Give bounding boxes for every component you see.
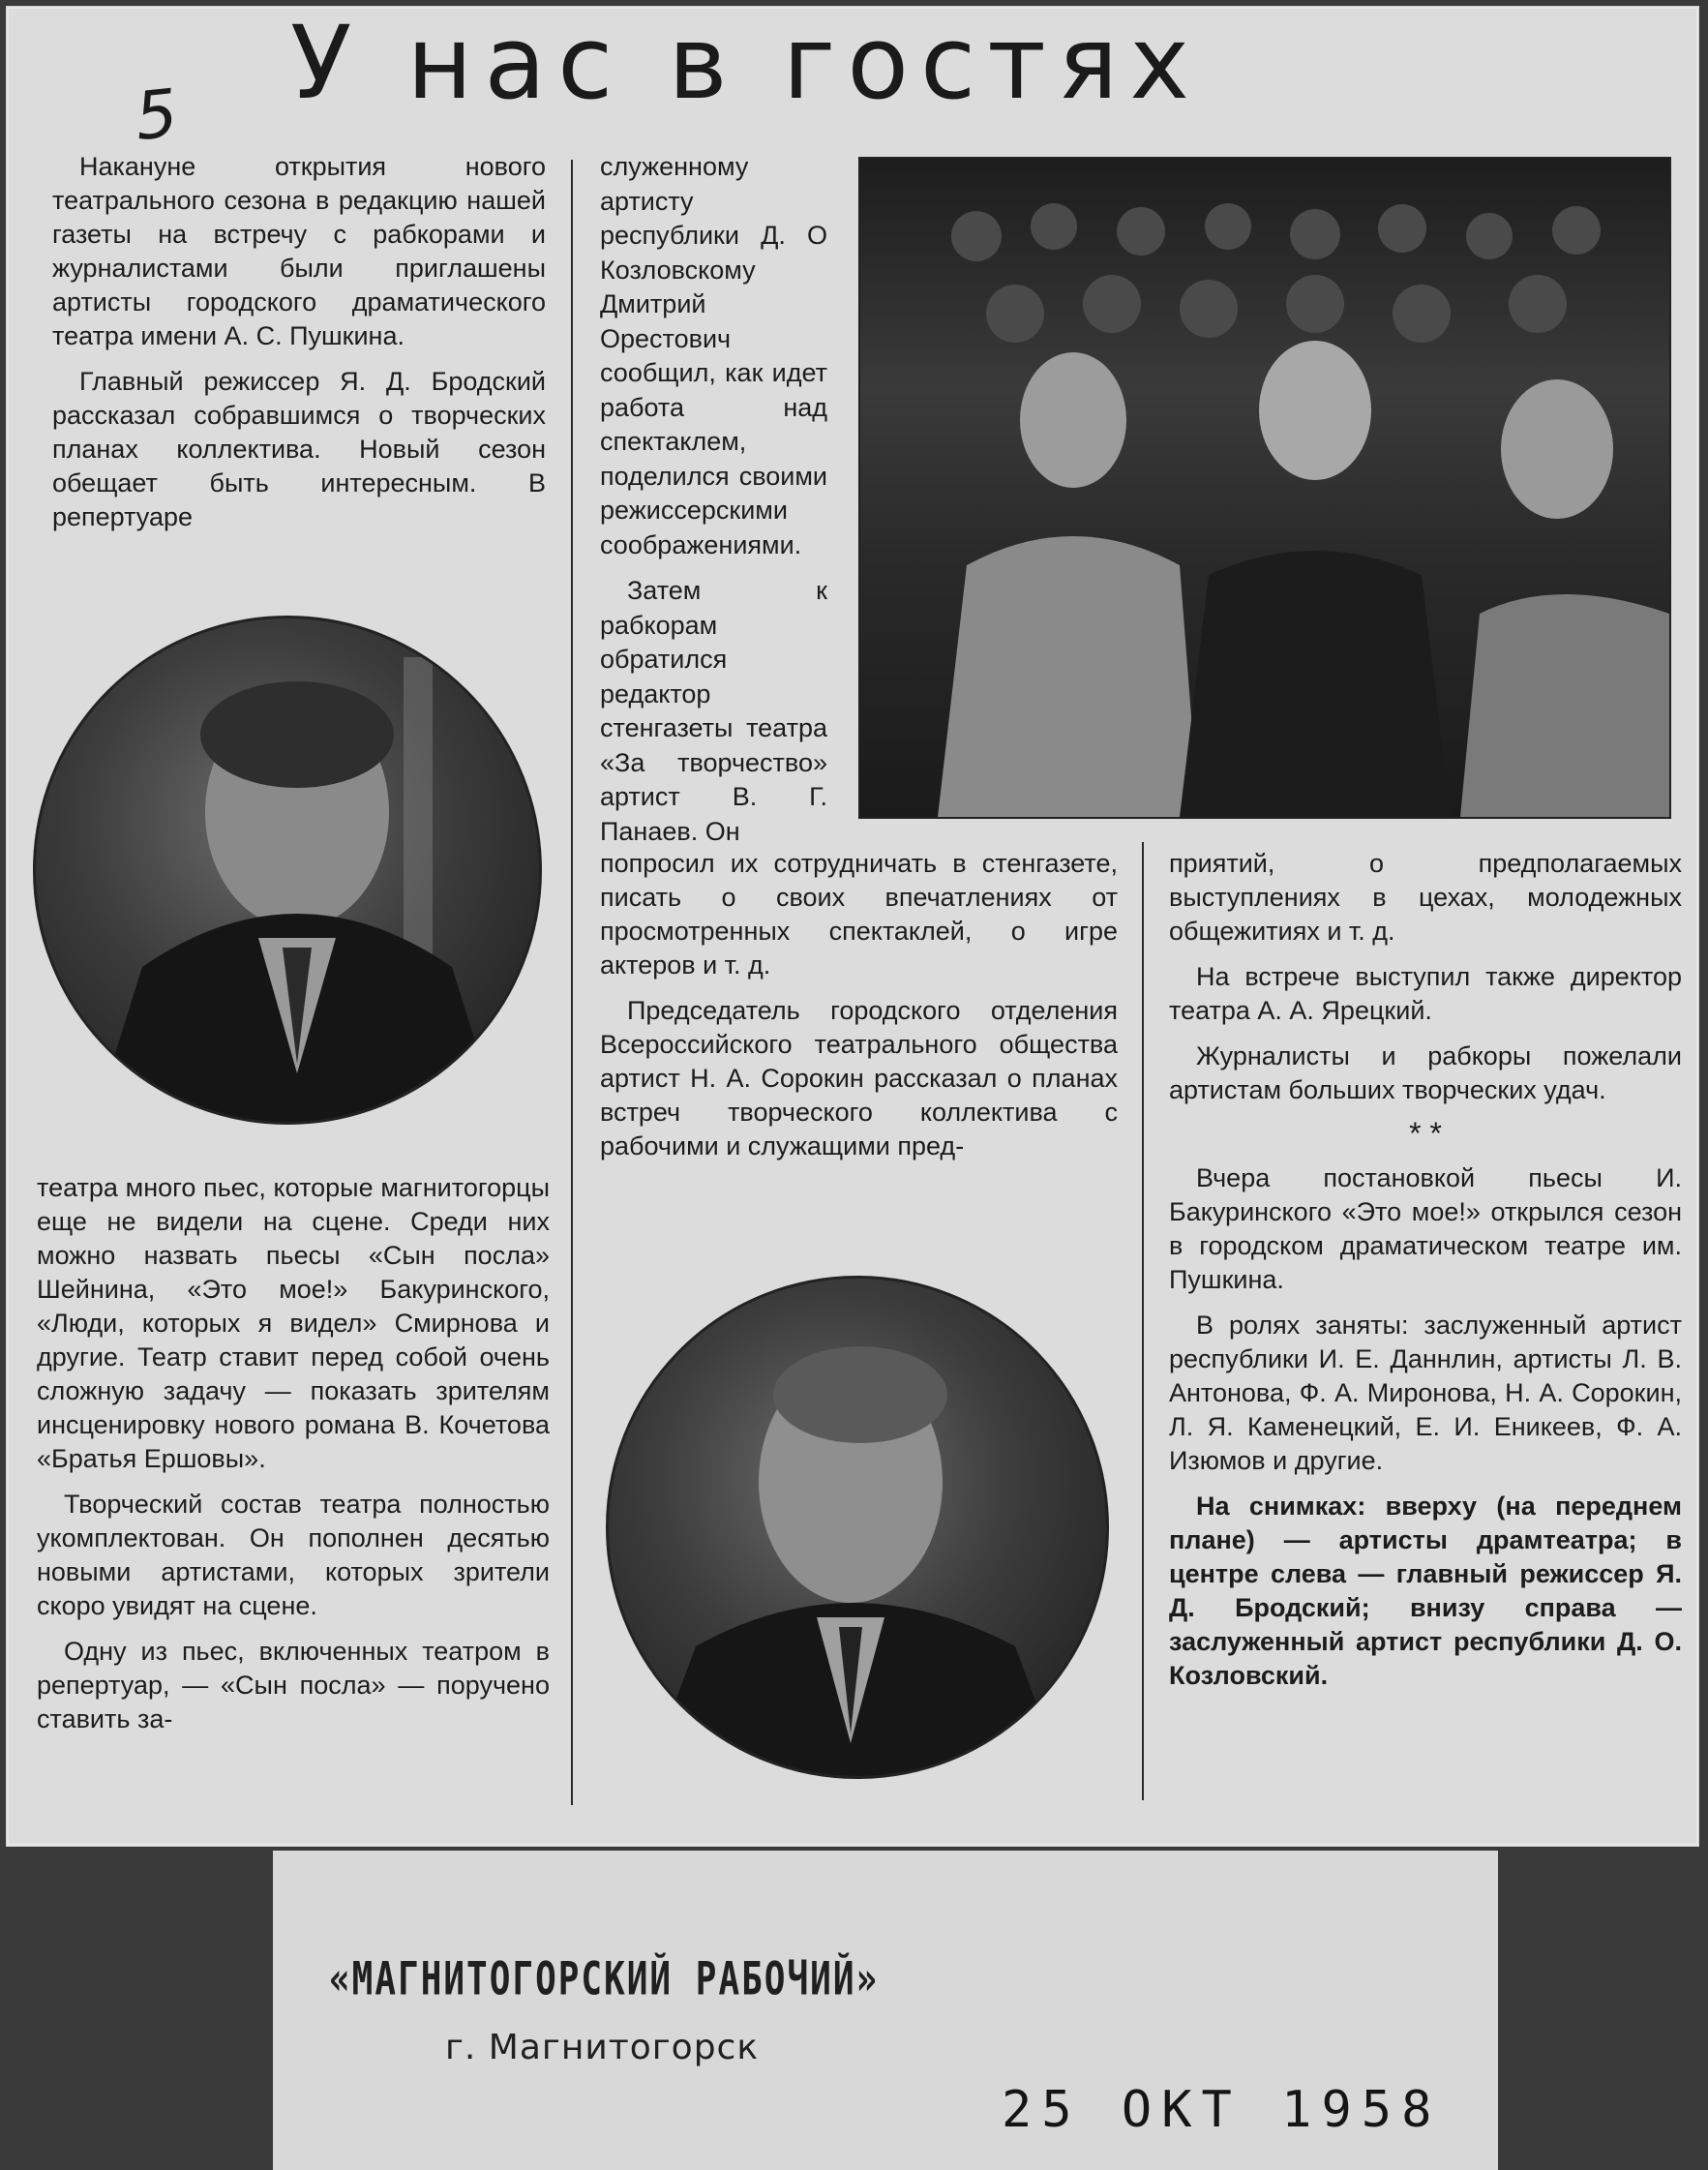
date-stamp: 25 ОКТ 1958 xyxy=(1002,2081,1442,2139)
paragraph: Затем к рабкорам обратился редактор стенгазеты театра «За творчество» артист В. Г. Панаев. Он xyxy=(600,576,827,846)
city-stamp: г. Магнитогорск xyxy=(445,2028,760,2067)
article-headline: У нас в гостях xyxy=(290,4,1201,122)
paragraph: попросил их сотрудничать в стенгазете, писать о своих впечатлениях от просмотренных спектаклей, о игре актеров и т. д. xyxy=(600,849,1118,980)
group-photo-actors xyxy=(858,157,1671,819)
paragraph: приятий, о предполагаемых выступлениях в цехах, молодежных общежитиях и т. д. xyxy=(1169,849,1682,946)
column-2-narrow xyxy=(600,150,827,860)
column-3 xyxy=(1169,847,1682,1704)
audience-figures-icon xyxy=(860,159,1669,817)
paragraph: На встрече выступил также директор театра А. А. Ярецкий. xyxy=(1169,962,1682,1025)
newspaper-name-stamp: «МАГНИТОГОРСКИЙ РАБОЧИЙ» xyxy=(329,1953,880,2006)
paragraph: Председатель городского отделения Всероссийского театрального общества артист Н. А. Сорокин рассказал о планах встреч творческого коллектива с рабочими и служащими пред- xyxy=(600,996,1118,1160)
portrait-photo-kozlovsky xyxy=(606,1276,1109,1779)
column-rule-2 xyxy=(1142,842,1144,1800)
column-1-bottom xyxy=(37,1171,550,1748)
paragraph: Вчера постановкой пьесы И. Бакуринского «Это мое!» открылся сезон в городском драматическом театре им. Пушкина. xyxy=(1169,1163,1682,1294)
paragraph: театра много пьес, которые магнитогорцы еще не видели на сцене. Среди них можно назвать пьесы «Сын посла» Шейнина, «Это мое!» Бакуринского, «Люди, которых я видел» Смирнова и другие. Театр ставит перед собой очень сложную задачу — показать зрителям инсценировку нового романа В. Кочетова «Братья Ершовы». xyxy=(37,1173,550,1473)
paragraph: Одну из пьес, включенных театром в репертуар, — «Сын посла» — поручено ставить за- xyxy=(37,1637,550,1733)
paragraph: В ролях заняты: заслуженный артист республики И. Е. Даннлин, артисты Л. В. Антонова, Ф. А. Миронова, Н. А. Сорокин, Л. Я. Каменецкий, Е. И. Еникеев, Ф. А. Изюмов и другие. xyxy=(1169,1311,1682,1475)
paragraph: Журналисты и рабкоры пожелали артистам больших творческих удач. xyxy=(1169,1041,1682,1104)
portrait-figure-icon xyxy=(36,618,539,1122)
portrait-figure-icon xyxy=(609,1279,1106,1776)
photo-caption: На снимках: вверху (на переднем плане) — артисты драмтеатра; в центре слева — главный режиссер Я. Д. Бродский; внизу справа — заслуженный артист республики Д. О. Козловский. xyxy=(1169,1492,1682,1690)
paragraph: Творческий состав театра полностью укомплектован. Он пополнен десятью новыми артистами, которых зрители скоро увидят на сцене. xyxy=(37,1490,550,1620)
asterisk-separator: * * xyxy=(1409,1116,1442,1151)
column-1-top xyxy=(52,150,546,546)
portrait-photo-brodsky xyxy=(33,616,542,1125)
column-2-wide xyxy=(600,847,1118,1175)
column-rule-1 xyxy=(571,160,573,1805)
paragraph: Главный режиссер Я. Д. Бродский рассказал собравшимся о творческих планах коллектива. Новый сезон обещает быть интересным. В репертуаре xyxy=(52,367,546,531)
paragraph: служенному артисту республики Д. О Козловскому Дмитрий Орестович сообщил, как идет работа над спектаклем, поделился своими режиссерскими соображениями. xyxy=(600,152,827,559)
handwritten-page-number: 5 xyxy=(131,75,182,157)
paragraph: Накануне открытия нового театрального сезона в редакцию нашей газеты на встречу с рабкорами и журналистами были приглашены артисты городского драматического театра имени А. С. Пушкина. xyxy=(52,152,546,350)
